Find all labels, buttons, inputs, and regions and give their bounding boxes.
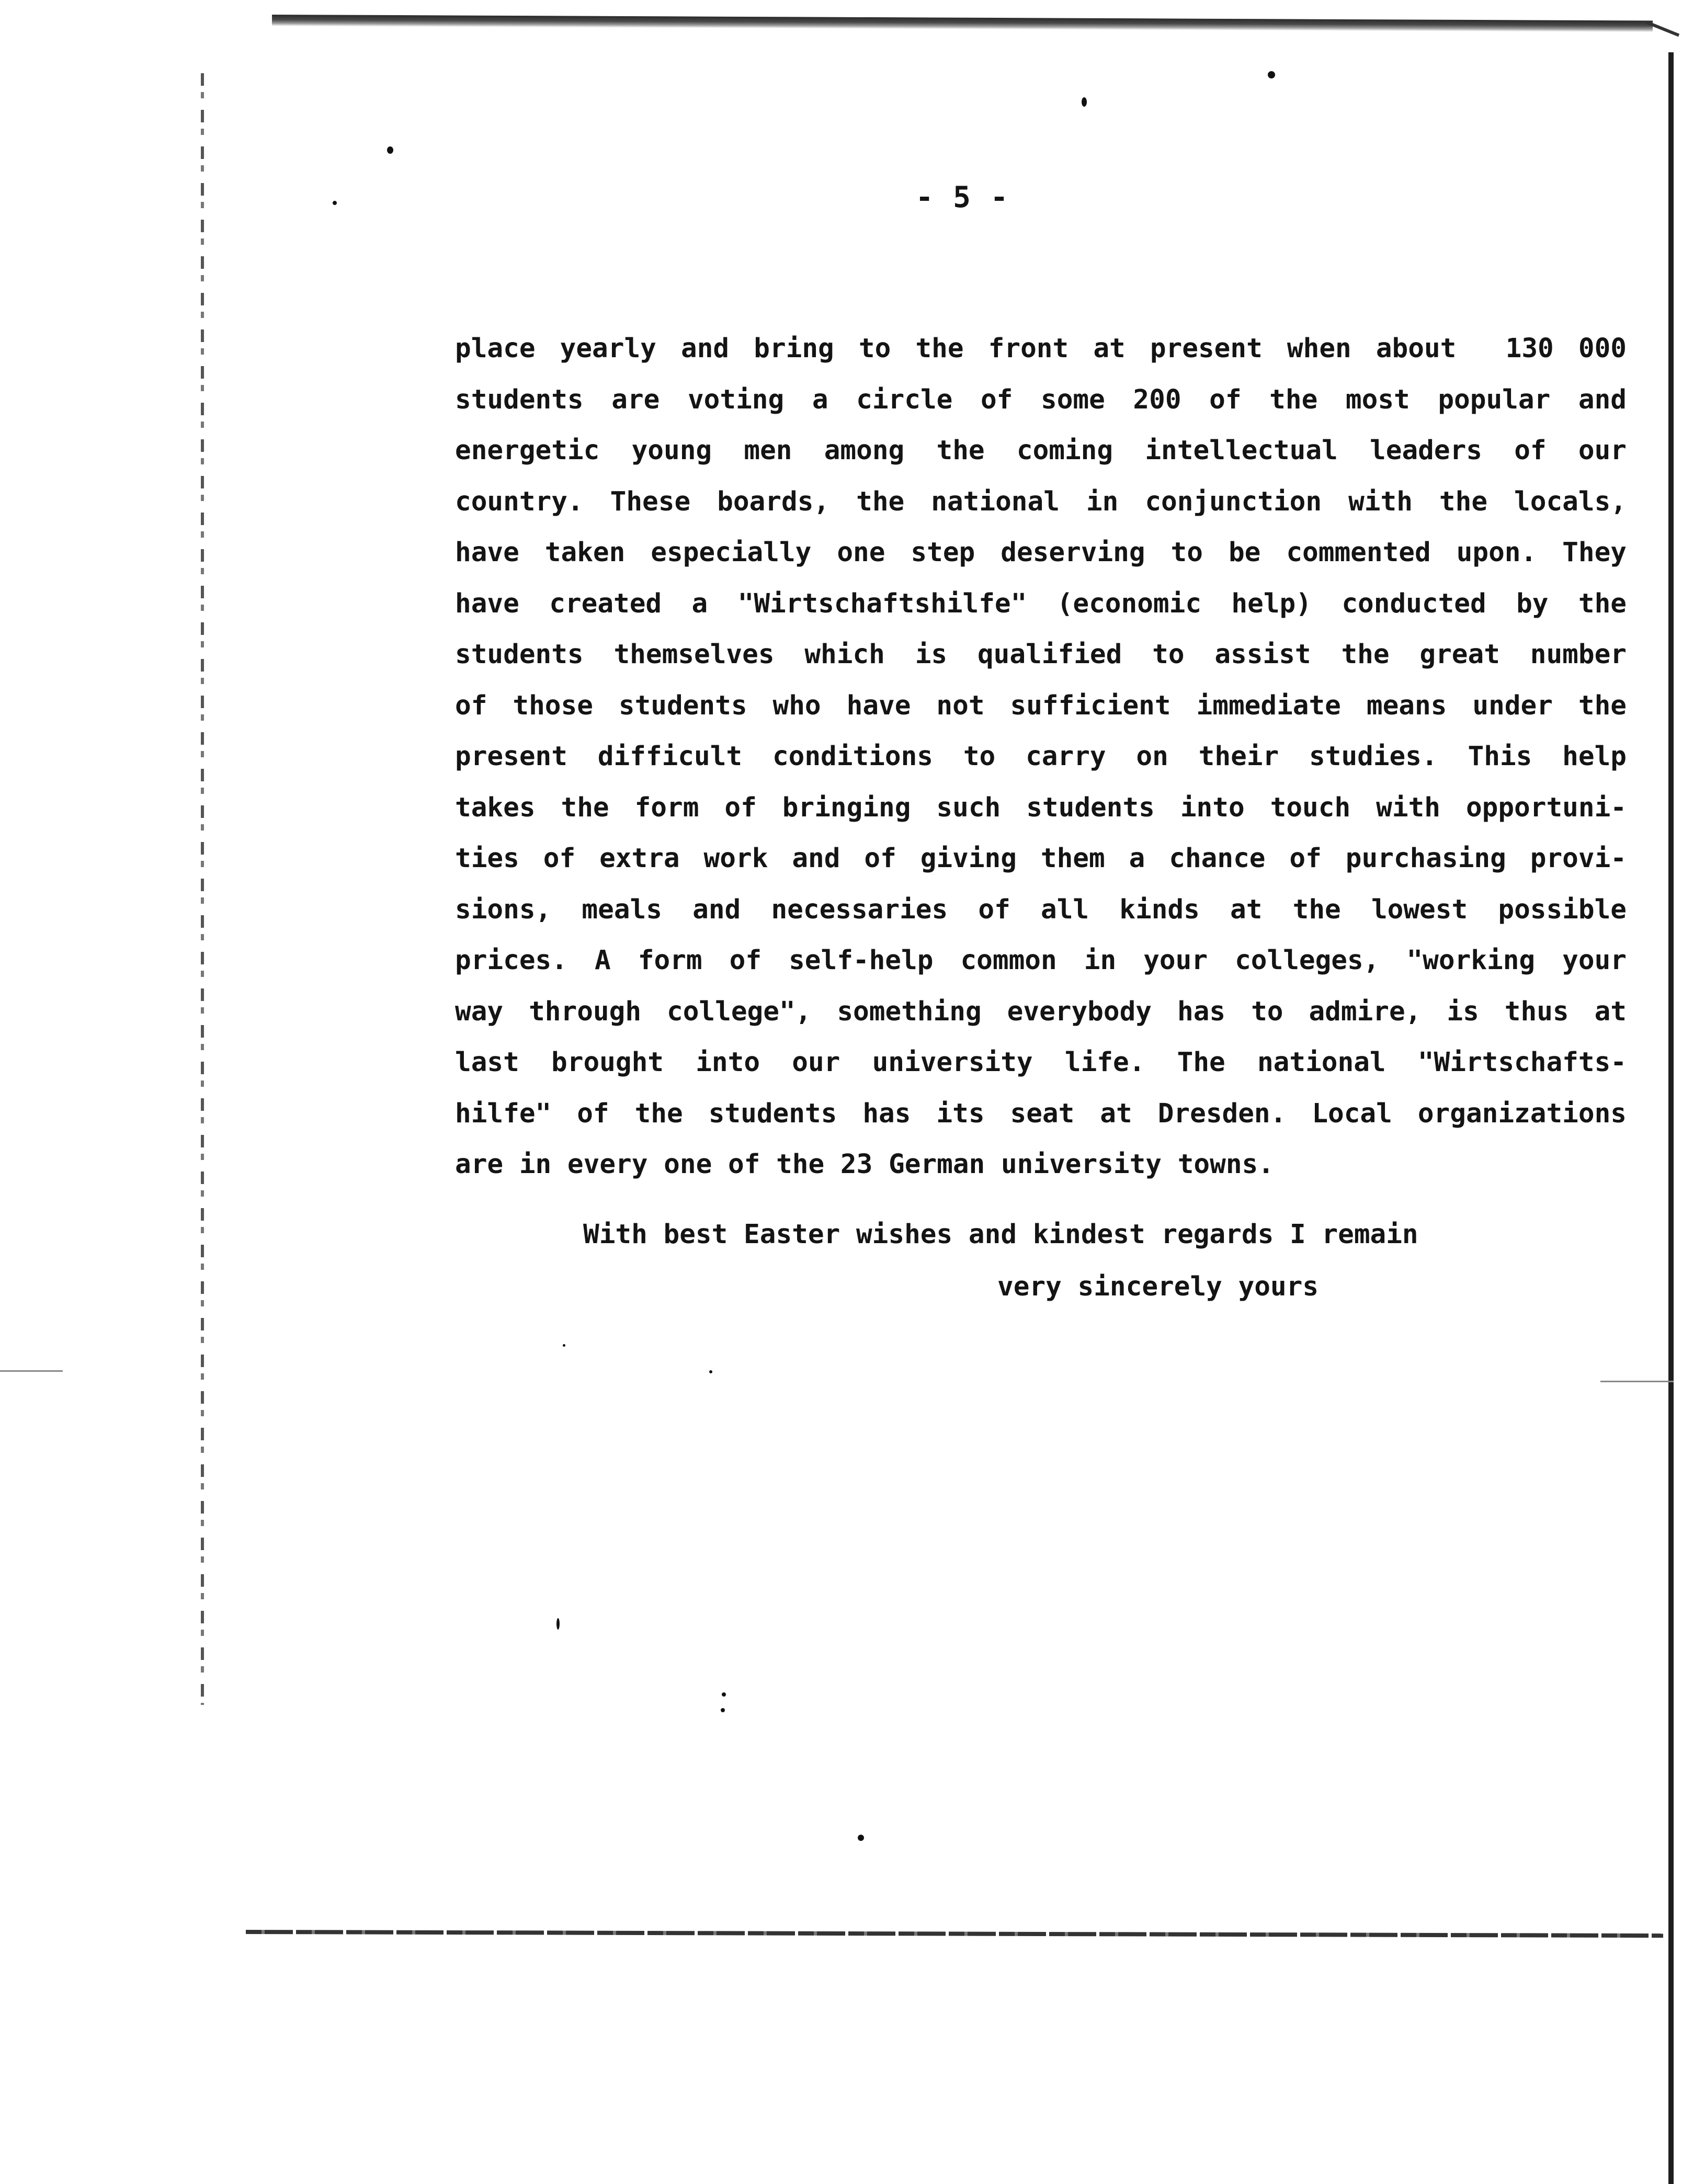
- fold-line-right: [1600, 1381, 1674, 1382]
- body-line: country. These boards, the national in conjunction with the locals,: [455, 486, 1627, 517]
- body-line: last brought into our university life. The national "Wirtschafts-: [455, 1047, 1627, 1078]
- body-line: place yearly and bring to the front at present when about 130 000: [455, 333, 1627, 364]
- body-line: takes the form of bringing such students into touch with opportuni-: [455, 792, 1627, 823]
- body-line: hilfe" of the students has its seat at Dresden. Local organizations: [455, 1098, 1627, 1129]
- ink-speck: [1082, 97, 1087, 107]
- closing-line: With best Easter wishes and kindest regards I remain: [583, 1219, 1418, 1250]
- body-line: way through college", something everybody has to admire, is thus at: [455, 996, 1627, 1027]
- top-scan-edge: [272, 15, 1653, 32]
- left-binding-holes: [201, 73, 204, 1705]
- body-line: of those students who have not sufficient immediate means under the: [455, 690, 1627, 721]
- right-scan-edge: [1668, 52, 1674, 2184]
- body-line: students themselves which is qualified to assist the great number: [455, 639, 1627, 670]
- fold-line-left: [0, 1370, 63, 1372]
- body-line: have taken especially one step deserving to be commented upon. They: [455, 537, 1627, 568]
- body-line: ties of extra work and of giving them a chance of purchasing provi-: [455, 843, 1627, 874]
- body-line: energetic young men among the coming intellectual leaders of our: [455, 435, 1627, 466]
- body-line: have created a "Wirtschaftshilfe" (economic help) conducted by the: [455, 588, 1627, 619]
- ink-speck: [858, 1835, 864, 1841]
- ink-speck: [563, 1344, 565, 1347]
- page-number: - 5 -: [915, 180, 1009, 214]
- letter-body: [455, 323, 1627, 1190]
- ink-speck: [722, 1692, 726, 1697]
- ink-speck: [333, 201, 337, 205]
- body-line: present difficult conditions to carry on their studies. This help: [455, 741, 1627, 772]
- bottom-scan-edge: [246, 1930, 1663, 1938]
- body-line: prices. A form of self-help common in your colleges, "working your: [455, 945, 1627, 976]
- body-line: sions, meals and necessaries of all kinds at the lowest possible: [455, 894, 1627, 925]
- body-line: students are voting a circle of some 200 of the most popular and: [455, 384, 1627, 415]
- ink-speck: [709, 1370, 712, 1373]
- ink-speck: [721, 1708, 725, 1712]
- body-line: are in every one of the 23 German university towns.: [455, 1149, 1274, 1180]
- signoff-line: very sincerely yours: [997, 1271, 1319, 1302]
- ink-speck: [556, 1618, 560, 1630]
- ink-speck: [387, 146, 393, 154]
- ink-speck: [1268, 71, 1275, 78]
